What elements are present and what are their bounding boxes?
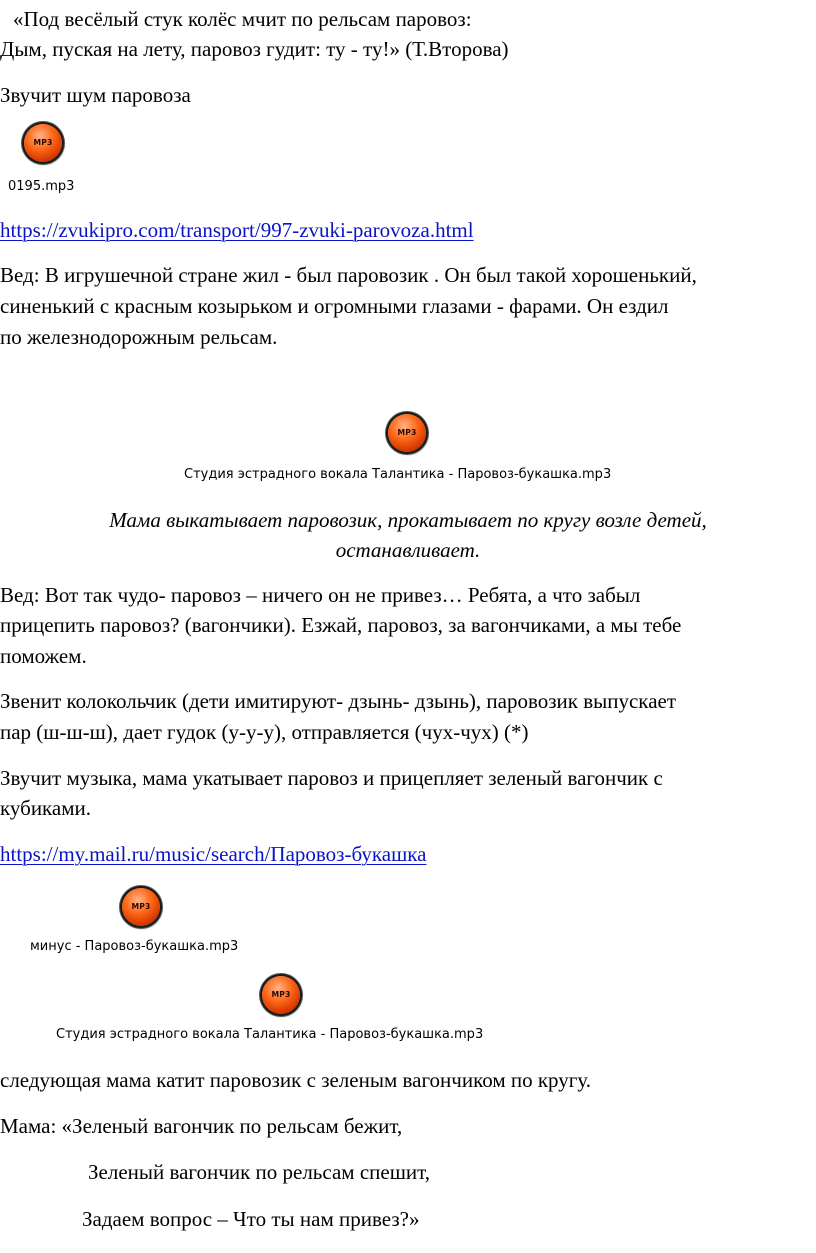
attachment-filename: 0195.mp3 [8,179,75,194]
sound-note: Звучит шум паровоза [0,83,191,107]
attachment-filename: Студия эстрадного вокала Талантика - Паровоз-букашка.mp3 [56,1027,484,1042]
mama-line: Мама: «Зеленый вагончик по рельсам бежит, [0,1114,403,1138]
mp3-file-icon[interactable] [262,976,300,1014]
music-line: Звучит музыка, мама укатывает паровоз и прицепляет зеленый вагончик с [0,766,663,790]
bell-line: пар (ш-ш-ш), дает гудок (у-у-у), отправляется (чух-чух) (*) [0,720,529,744]
mama-line: Зеленый вагончик по рельсам спешит, [88,1160,430,1184]
music-line: кубиками. [0,796,92,820]
mp3-icon-label: MP3 [397,428,417,437]
poem-line: «Под весёлый стук колёс мчит по рельсам паровоз: [13,7,472,31]
ved-line: синенький с красным козырьком и огромными глазами - фарами. Он ездил [0,294,669,318]
poem-line: Дым, пуская на лету, паровоз гудит: ту - ту!» (Т.Второва) [0,37,509,61]
narration-line: следующая мама катит паровозик с зеленым вагончиком по кругу. [0,1068,592,1092]
ved-line: по железнодорожным рельсам. [0,325,278,349]
ved-line: прицепить паровоз? (вагончики). Езжай, паровоз, за вагончиками, а мы тебе [0,613,682,637]
mama-line: Задаем вопрос – Что ты нам привез?» [82,1207,420,1231]
mp3-file-icon[interactable] [24,124,62,162]
music-search-link[interactable]: https://my.mail.ru/music/search/Паровоз-букашка [0,842,427,866]
ved-line: поможем. [0,644,87,668]
ved-line: Вед: В игрушечной стране жил - был паровозик . Он был такой хорошенький, [0,263,697,287]
mp3-file-icon[interactable] [388,414,426,452]
mp3-icon-label: MP3 [271,990,291,999]
stage-direction: останавливает. [335,538,481,562]
ved-line: Вед: Вот так чудо- паровоз – ничего он не привез… Ребята, а что забыл [0,583,641,607]
attachment-filename: Студия эстрадного вокала Талантика - Паровоз-букашка.mp3 [184,467,612,482]
mp3-icon-label: MP3 [131,902,151,911]
mp3-file-icon[interactable] [122,888,160,926]
mp3-icon-label: MP3 [33,138,53,147]
sound-link[interactable]: https://zvukipro.com/transport/997-zvuki-parovoza.html [0,218,474,242]
attachment-filename: минус - Паровоз-букашка.mp3 [30,939,239,954]
stage-direction: Мама выкатывает паровозик, прокатывает по кругу возле детей, [109,508,707,532]
bell-line: Звенит колокольчик (дети имитируют- дзынь- дзынь), паровозик выпускает [0,689,677,713]
